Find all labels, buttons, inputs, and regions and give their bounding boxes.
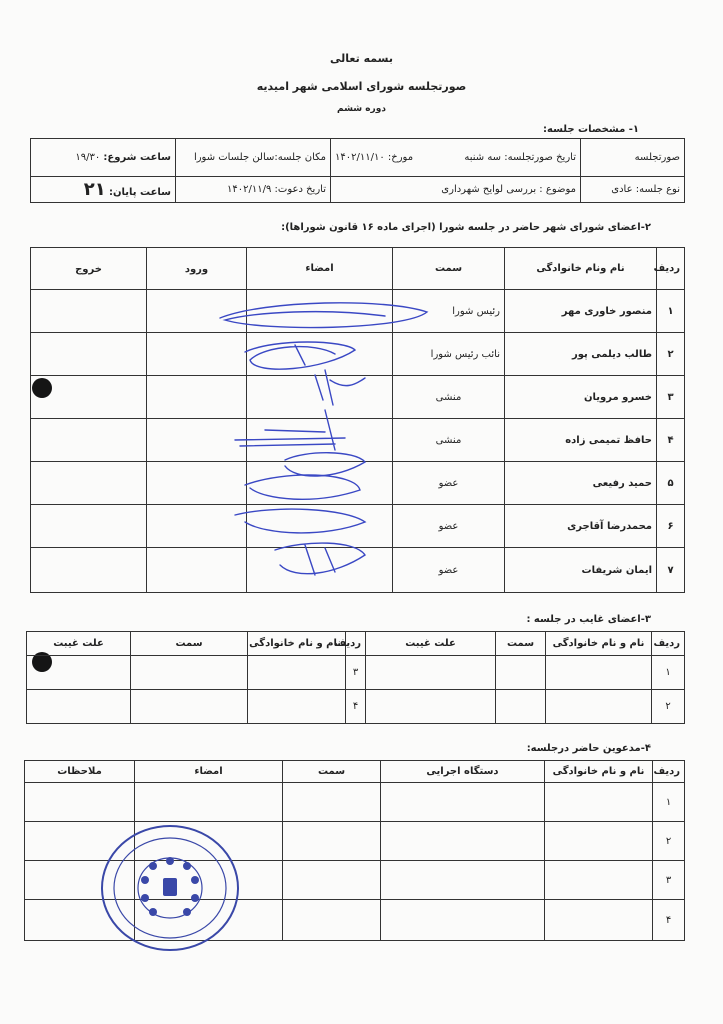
col-row: ردیف (657, 248, 685, 290)
table-row: ۵ حمید رفیعی عضو (31, 462, 685, 505)
document-title: صورتجلسه شورای اسلامی شهر امیدیه (256, 80, 467, 93)
council-stamp (95, 818, 245, 958)
meeting-info-table (30, 138, 685, 203)
minutes-label: صورتجلسه (581, 139, 685, 177)
table-row: ۱ (25, 783, 685, 822)
section1-title: ۱- مشخصات جلسه: (543, 124, 639, 135)
punch-hole (32, 378, 52, 398)
col-entry: ورود (147, 248, 247, 290)
col-name: نام ونام خانوادگی (505, 248, 657, 290)
minutes-date: تاریخ صورتجلسه: سه شنبه (464, 152, 576, 163)
col-exit: خروج (31, 248, 147, 290)
bismillah: بسمه تعالی (330, 52, 393, 65)
col-role: سمت (496, 632, 546, 656)
col-org: دستگاه اجرایی (381, 761, 545, 783)
col-reason: علت غیبت (366, 632, 496, 656)
meeting-type: نوع جلسه: عادی (581, 177, 685, 203)
table-row: ۲ طالب دیلمی پور نائب رئیس شورا (31, 333, 685, 376)
col-row-2: ردیف (346, 632, 366, 656)
minutes-dated: مورخ: ۱۴۰۲/۱۱/۱۰ (335, 152, 414, 163)
col-signature: امضاء (135, 761, 283, 783)
minutes-date-cell (331, 139, 581, 177)
start-time-label: ساعت شروع: (103, 152, 171, 163)
end-time-label: ساعت پایان: (108, 187, 171, 198)
col-name: نام و نام خانوادگی (545, 761, 653, 783)
table-row: ۳ خسرو مرویان منشی (31, 376, 685, 419)
table-row: ۴ حافظ تمیمی زاده منشی (31, 419, 685, 462)
col-role-2: سمت (131, 632, 248, 656)
signatures-scribble (205, 290, 435, 590)
table-row: ۲ ۴ (27, 690, 685, 724)
col-name: نام و نام خانوادگی (546, 632, 652, 656)
section3-title: ۳-اعضای غایب در جلسه : (526, 614, 651, 625)
col-row: ردیف (653, 761, 685, 783)
council-term: دوره ششم (337, 104, 386, 114)
col-role: سمت (393, 248, 505, 290)
table-row: ۳ (25, 861, 685, 900)
invite-date: تاریخ دعوت: ۱۴۰۲/۱۱/۹ (176, 177, 331, 203)
col-signature: امضاء (247, 248, 393, 290)
section2-title: ۲-اعضای شورای شهر حاضر در جلسه شورا (اجرای ماده ۱۶ قانون شوراها): (281, 222, 651, 233)
table-row: ۷ ایمان شریفات عضو (31, 548, 685, 593)
table-row: ۱ ۳ (27, 656, 685, 690)
table-row: ۴ (25, 900, 685, 941)
table-row: ۱ منصور خاوری مهر رئیس شورا (31, 290, 685, 333)
col-notes: ملاحظات (25, 761, 135, 783)
meeting-subject: موضوع : بررسی لوایح شهرداری (331, 177, 581, 203)
meeting-place: مکان جلسه:سالن جلسات شورا (176, 139, 331, 177)
start-time-cell (31, 139, 176, 177)
col-name-2: نام و نام خانوادگی (248, 632, 346, 656)
start-time-value: ۱۹/۳۰ (75, 152, 101, 163)
section4-title: ۴-مدعوین حاضر درجلسه: (526, 743, 651, 754)
end-time-value: ۲۱ (83, 179, 106, 200)
col-role: سمت (283, 761, 381, 783)
absent-members-table (26, 631, 685, 724)
table-row: ۲ (25, 822, 685, 861)
table-row: ۶ محمدرضا آقاجری عضو (31, 505, 685, 548)
col-reason-2: علت غیبت (27, 632, 131, 656)
end-time-cell (31, 177, 176, 203)
col-row: ردیف (652, 632, 685, 656)
